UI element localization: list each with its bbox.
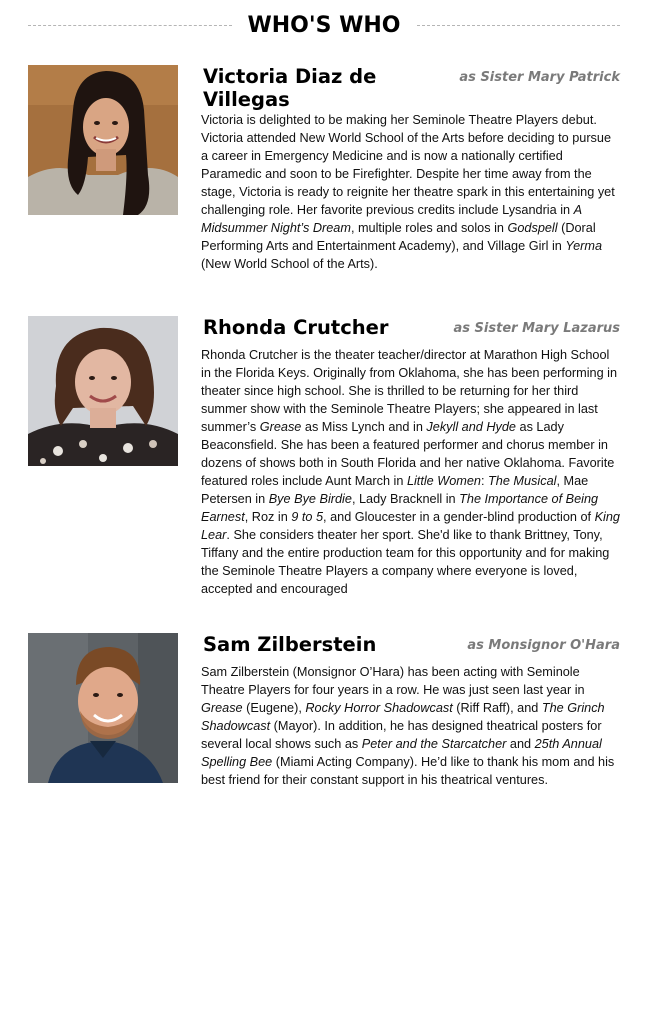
bio-text: : (480, 474, 489, 488)
bio-text: as Lady Beaconsfield. She has been a featured performer and chorus member in dozens of shows both in South Florida and her native Oklahoma. Favorite featured roles include Aunt March in (201, 420, 615, 488)
cast-name: Sam Zilberstein (203, 633, 377, 656)
cast-role: as Monsignor O'Hara (467, 638, 620, 653)
header-rule-right (417, 25, 621, 26)
cast-name: Victoria Diaz de Villegas (203, 65, 377, 111)
work-title: Grease (201, 701, 243, 715)
work-title: Godspell (507, 221, 558, 235)
bio-text: Rhonda Crutcher is the theater teacher/director at Marathon High School in the Florida Keys. Originally from Oklahoma, she has been performing in theater since high school. She is thrilled to be returning for her third summer show with the Seminole Theatre Players; she appeared in last summer’s (201, 348, 618, 434)
work-title: Grease (259, 420, 302, 434)
work-title: The Musical (488, 474, 557, 488)
cast-bio (201, 111, 620, 273)
bio-text: , Lady Bracknell in (351, 492, 460, 506)
work-title: Yerma (565, 239, 603, 253)
headshot-photo (28, 633, 178, 783)
work-title: Jekyll and Hyde (426, 420, 516, 434)
work-title: Rocky Horror Shadowcast (305, 701, 453, 715)
cast-role: as Sister Mary Patrick (459, 70, 620, 85)
work-title: The Importance of Being Earnest (201, 492, 599, 524)
work-title: Bye Bye Birdie (268, 492, 352, 506)
bio-text: (Miami Acting Company). He’d like to thank his mom and his best friend for their constant support in his theatrical ventures. (201, 755, 615, 787)
headshot-photo (28, 316, 178, 466)
cast-role: as Sister Mary Lazarus (453, 321, 620, 336)
work-title: King Lear (201, 510, 620, 542)
cast-name: Rhonda Crutcher (203, 316, 389, 339)
work-title: A Midsummer Night’s Dream (201, 203, 582, 235)
headshot-photo (28, 65, 178, 215)
bio-text: (Doral Performing Arts and Entertainment Academy), and Village Girl in (201, 221, 596, 253)
bio-text: (Mayor). In addition, he has designed theatrical posters for several local shows such as (201, 719, 602, 751)
cast-content (201, 633, 620, 789)
bio-text: as Miss Lynch and in (301, 420, 427, 434)
bio-text: , and Gloucester in a gender-blind production of (323, 510, 595, 524)
page-header (28, 10, 620, 40)
bio-text: Victoria is delighted to be making her Seminole Theatre Players debut. Victoria attended New World School of the Arts before deciding to pursue a career in Emergency Medicine and is now a nationally certified Paramedic and soon to be Firefighter. Despite her time away from the stage, Victoria is ready to reignite her theatre spark in this entertaining yet challenging role. Her favorite previous credits include Lysandria in (201, 113, 615, 217)
bio-text: (New World School of the Arts). (201, 257, 378, 271)
bio-text: Sam Zilberstein (Monsignor O’Hara) has been acting with Seminole Theatre Players for four years in a row. He was just seen last year in (201, 665, 585, 697)
bio-text: (Riff Raff), and (452, 701, 542, 715)
cast-content (201, 65, 620, 273)
work-title: Peter and the Starcatcher (361, 737, 507, 751)
cast-bio (201, 346, 620, 598)
bio-text: , multiple roles and solos in (350, 221, 508, 235)
work-title: 9 to 5 (291, 510, 324, 524)
bio-text: and (506, 737, 535, 751)
bio-text: , Mae Petersen in (201, 474, 589, 506)
bio-text: (Eugene), (242, 701, 306, 715)
work-title: 25th Annual Spelling Bee (201, 737, 602, 769)
work-title: The Grinch Shadowcast (201, 701, 605, 733)
cast-bio (201, 663, 620, 789)
header-rule-left (28, 25, 232, 26)
page-title: WHO'S WHO (247, 12, 401, 38)
bio-text: . She considers theater her sport. She'd like to thank Brittney, Tony, Tiffany and the entire production team for this opportunity and for making the Seminole Theatre Players a company where everyone is loved, accepted and encouraged (201, 528, 610, 596)
cast-content (201, 316, 620, 598)
work-title: Little Women (406, 474, 481, 488)
bio-text: , Roz in (244, 510, 292, 524)
